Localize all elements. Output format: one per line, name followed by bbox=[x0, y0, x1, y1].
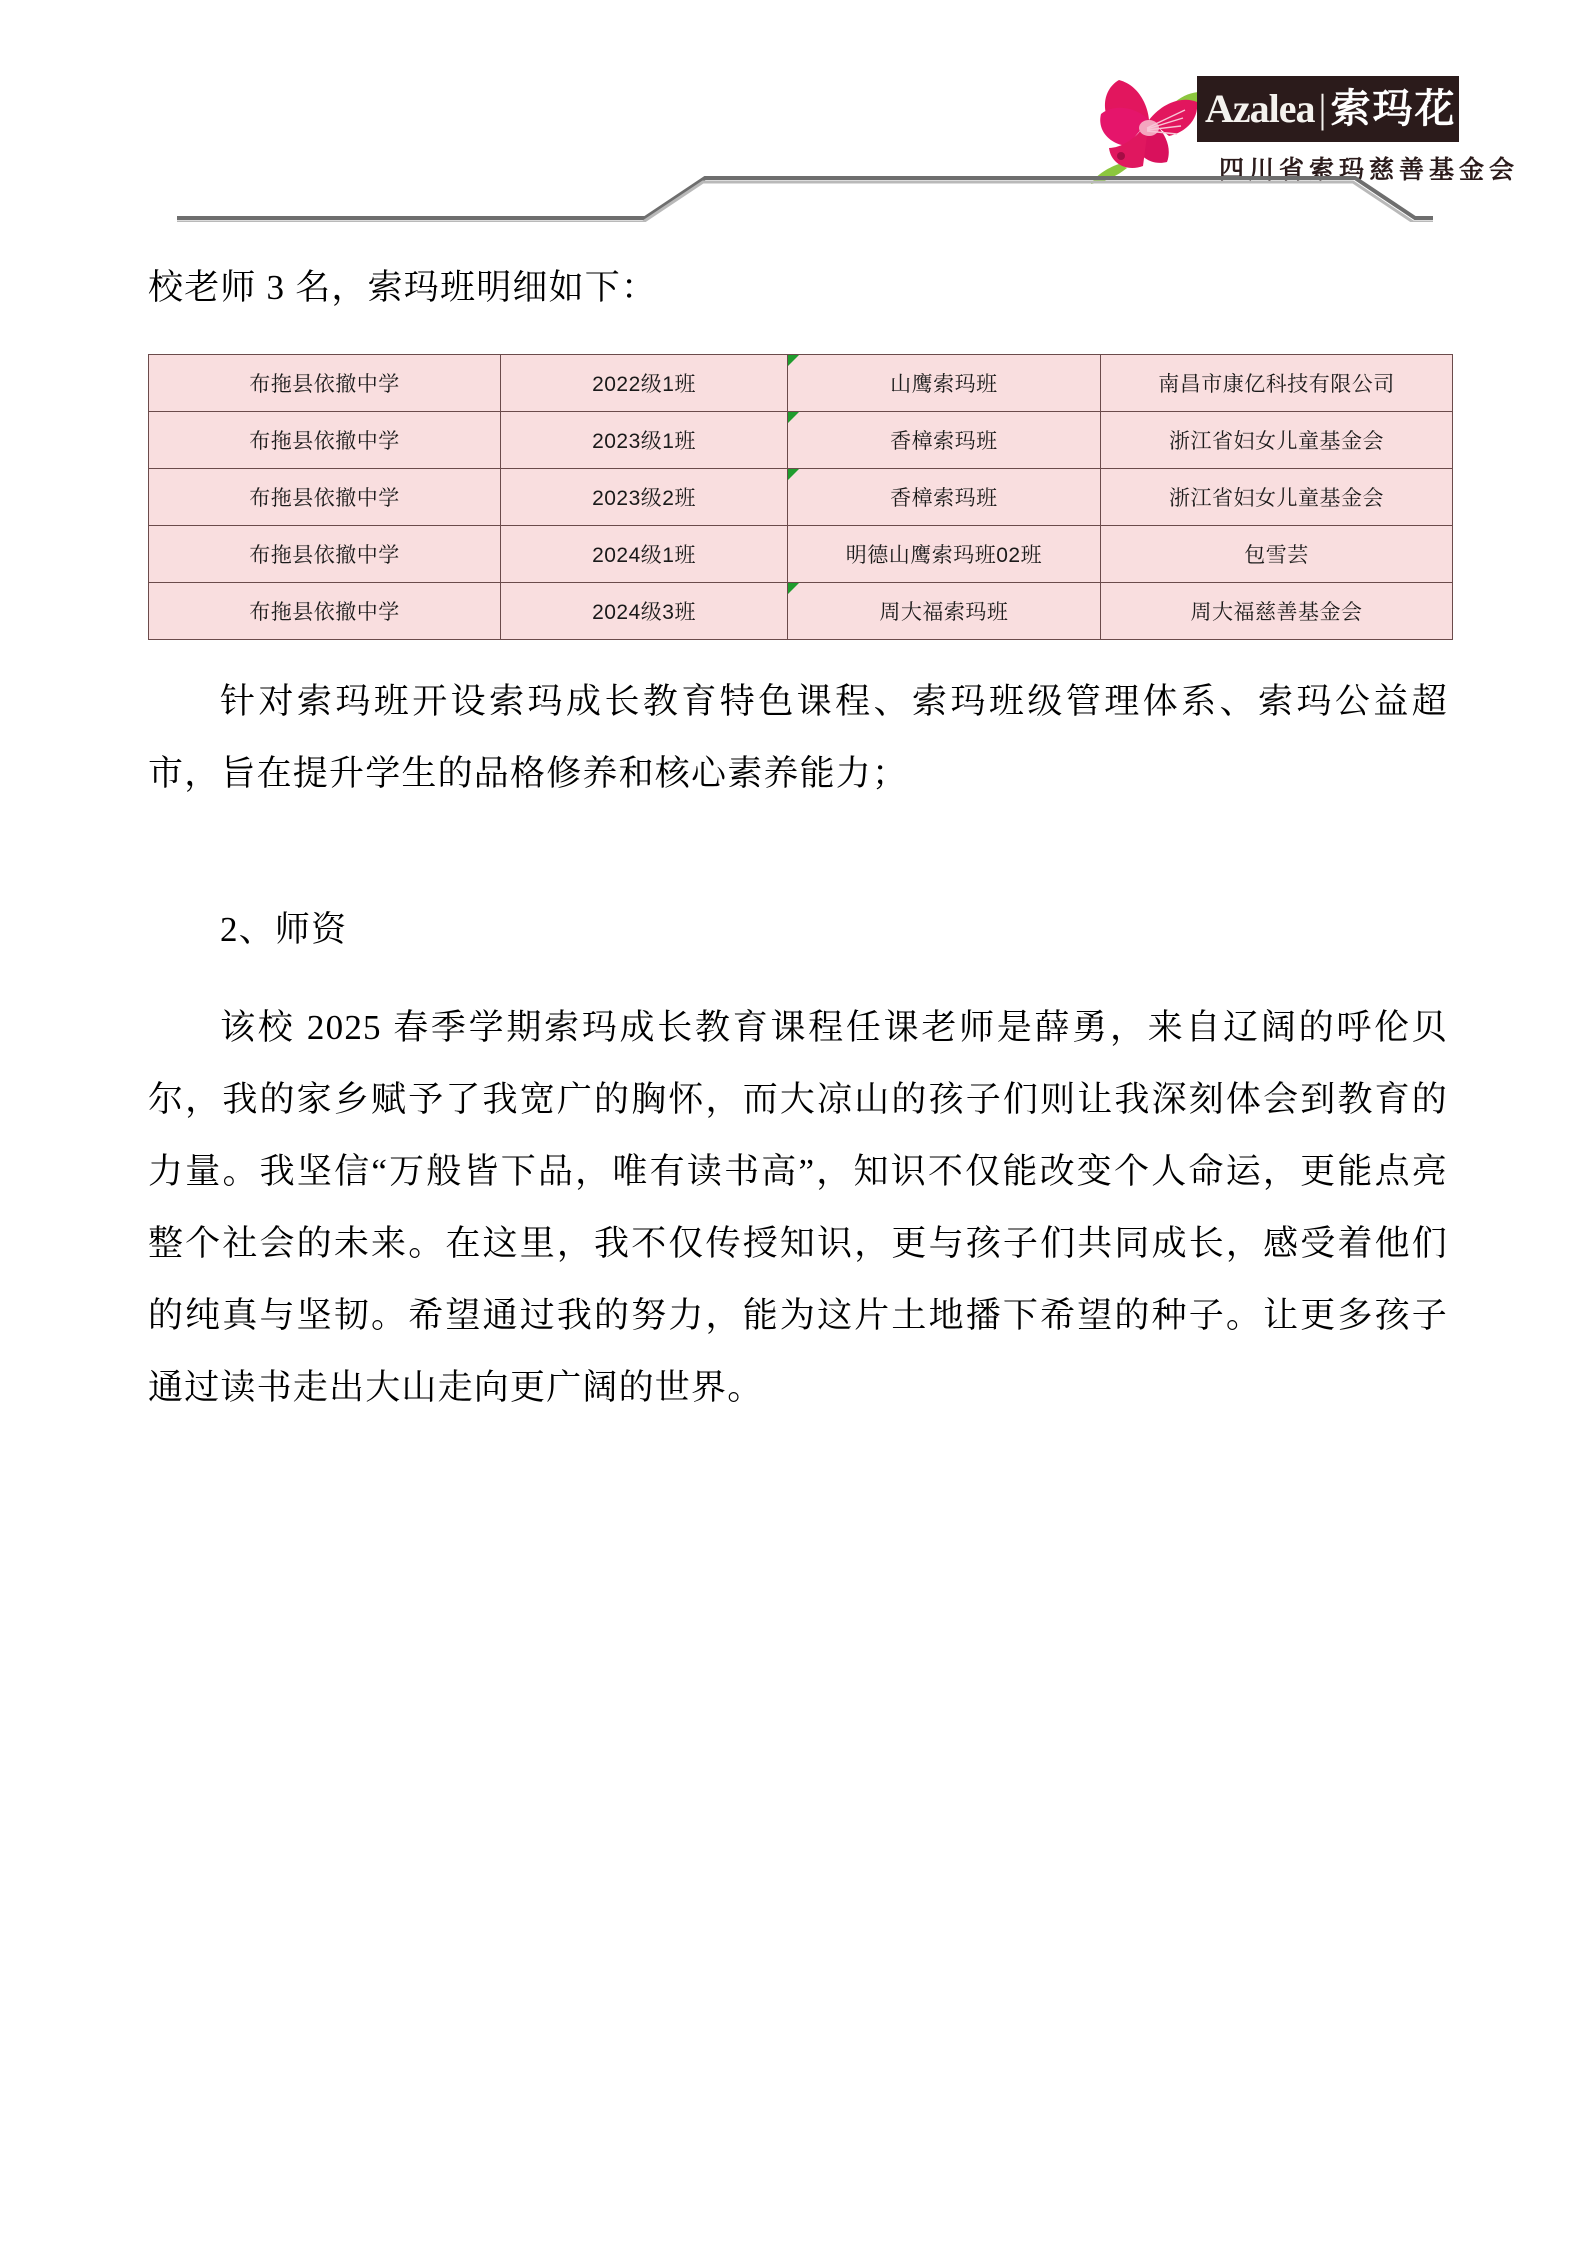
cell-grade-class: 2024级1班 bbox=[501, 526, 788, 583]
logo-brand-chinese: 索玛花 bbox=[1330, 86, 1457, 131]
cell-grade-class: 2023级1班 bbox=[501, 412, 788, 469]
cell-sponsor: 包雪芸 bbox=[1100, 526, 1452, 583]
document-body bbox=[148, 252, 1448, 1424]
soma-class-table-wrapper bbox=[148, 354, 1448, 640]
cell-sponsor: 周大福慈善基金会 bbox=[1100, 583, 1452, 640]
spacer bbox=[148, 810, 1448, 894]
cell-school: 布拖县依撤中学 bbox=[149, 583, 501, 640]
logo-brand-english: Azalea bbox=[1205, 86, 1315, 131]
cell-school: 布拖县依撤中学 bbox=[149, 412, 501, 469]
logo-nameplate bbox=[1197, 76, 1459, 142]
teacher-paragraph: 该校 2025 春季学期索玛成长教育课程任课老师是薛勇，来自辽阔的呼伦贝尔，我的家乡赋予了我宽广的胸怀，而大凉山的孩子们则让我深刻体会到教育的力量。我坚信“万般皆下品，唯有读书高”，知识不仅能改变个人命运，更能点亮整个社会的未来。在这里，我不仅传授知识，更与孩子们共同成长，感受着他们的纯真与坚韧。希望通过我的努力，能为这片土地播下希望的种子。让更多孩子通过读书走出大山走向更广阔的世界。 bbox=[148, 1008, 1448, 1407]
section-heading-faculty: 2、师资 bbox=[220, 910, 348, 949]
cell-school: 布拖县依撤中学 bbox=[149, 526, 501, 583]
cell-grade-class: 2022级1班 bbox=[501, 355, 788, 412]
soma-class-table bbox=[148, 354, 1453, 640]
azalea-flower-icon bbox=[1089, 68, 1209, 186]
table-row bbox=[149, 583, 1453, 640]
cell-class-name: 明德山鹰索玛班02班 bbox=[787, 526, 1100, 583]
spacer bbox=[148, 640, 1448, 666]
table-row bbox=[149, 469, 1453, 526]
cell-class-name: 香樟索玛班 bbox=[787, 469, 1100, 526]
program-paragraph: 针对索玛班开设索玛成长教育特色课程、索玛班级管理体系、索玛公益超市，旨在提升学生的品格修养和核心素养能力； bbox=[148, 682, 1448, 793]
cell-class-name: 山鹰索玛班 bbox=[787, 355, 1100, 412]
table-row bbox=[149, 412, 1453, 469]
cell-sponsor: 南昌市康亿科技有限公司 bbox=[1100, 355, 1452, 412]
cell-class-name: 周大福索玛班 bbox=[787, 583, 1100, 640]
logo-brand-divider: | bbox=[1318, 86, 1327, 131]
cell-sponsor: 浙江省妇女儿童基金会 bbox=[1100, 469, 1452, 526]
cell-sponsor: 浙江省妇女儿童基金会 bbox=[1100, 412, 1452, 469]
table-row bbox=[149, 355, 1453, 412]
foundation-name: 四川省索玛慈善基金会 bbox=[1219, 157, 1520, 184]
lead-paragraph: 校老师 3 名，索玛班明细如下： bbox=[148, 268, 658, 307]
stepped-header-rule-icon bbox=[175, 170, 1435, 222]
cell-grade-class: 2023级2班 bbox=[501, 469, 788, 526]
cell-school: 布拖县依撤中学 bbox=[149, 469, 501, 526]
cell-grade-class: 2024级3班 bbox=[501, 583, 788, 640]
cell-class-name: 香樟索玛班 bbox=[787, 412, 1100, 469]
cell-school: 布拖县依撤中学 bbox=[149, 355, 501, 412]
spacer bbox=[148, 966, 1448, 992]
document-header bbox=[0, 0, 1587, 240]
table-row bbox=[149, 526, 1453, 583]
